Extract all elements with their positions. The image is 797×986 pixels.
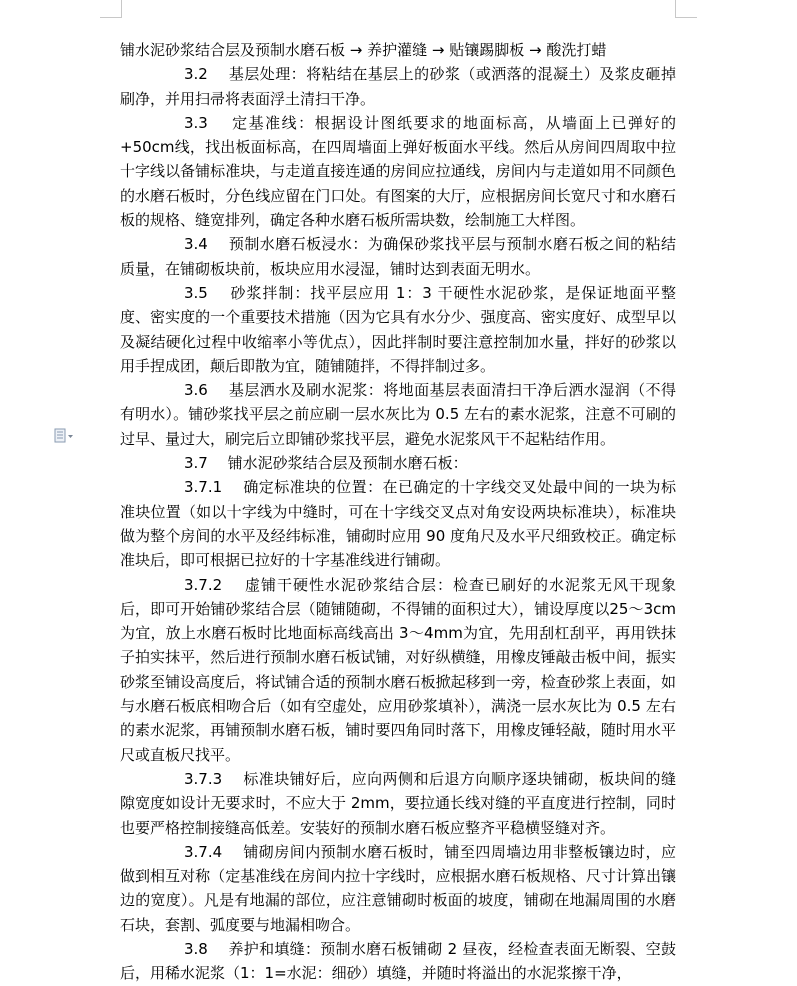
- paragraph-3-2: 3.2 基层处理：将粘结在基层上的砂浆（或洒落的混凝土）及浆皮砸掉刷净，并用扫帚将表面浮土清扫干净。: [120, 65, 676, 108]
- paragraph-3-7-1: 3.7.1 确定标准块的位置：在已确定的十字线交叉处最中间的一块为标准块位置（如以十字线为中缝时，可在十字线交叉点对角安设两块标准块），标准块做为整个房间的水平及经纬标准，铺砌时应用 90 度角尺及水平尺细致校正。确定标准块后，即可根据已拉好的十字基准线进行铺砌。: [120, 478, 676, 570]
- page-corner-mark-right-horizontal: [675, 17, 697, 18]
- paragraph-options-icon[interactable]: [54, 428, 76, 444]
- paragraph-3-7: 3.7 铺水泥砂浆结合层及预制水磨石板：: [184, 454, 468, 473]
- page-corner-mark-left-vertical: [121, 0, 122, 18]
- document-body: [120, 38, 676, 986]
- paragraph-3-6: 3.6 基层洒水及刷水泥浆：将地面基层表面清扫干净后洒水湿润（不得有明水）。铺砂浆找平层之前应刷一层水灰比为 0.5 左右的素水泥浆，注意不可刷的过早、量过大，刷完后立即铺砂浆找平层，避免水泥浆风干不起粘结作用。: [120, 381, 676, 448]
- paragraph-3-7-3: 3.7.3 标准块铺好后，应向两侧和后退方向顺序逐块铺砌，板块间的缝隙宽度如设计无要求时，不应大于 2mm，要拉通长线对缝的平直度进行控制，同时也要严格控制接缝高低差。安装好的预制水磨石板应整齐平稳横竖缝对齐。: [120, 769, 676, 837]
- paragraph-3-4: 3.4 预制水磨石板浸水：为确保砂浆找平层与预制水磨石板之间的粘结质量，在铺砌板块前，板块应用水浸湿，铺时达到表面无明水。: [120, 235, 676, 278]
- paragraph-flow: 铺水泥砂浆结合层及预制水磨石板 → 养护灌缝 → 贴镶踢脚板 → 酸洗打蜡: [120, 41, 607, 59]
- paragraph-3-3: 3.3 定基准线：根据设计图纸要求的地面标高，从墙面上已弹好的+50cm线，找出板面标高，在四周墙面上弹好板面水平线。然后从房间四周取中拉十字线以备铺标准块，与走道直接连通的房间应拉通线，房间内与走道如用不同颜色的水磨石板时，分色线应留在门口处。有图案的大厅，应根据房间长宽尺寸和水磨石板的规格、缝宽排列，确定各种水磨石板所需块数，绘制施工大样图。: [120, 113, 676, 230]
- page-corner-mark-right-vertical: [675, 0, 676, 18]
- paragraph-3-5: 3.5 砂浆拌制：找平层应用 1：3 干硬性水泥砂浆，是保证地面平整度、密实度的一个重要技术措施（因为它具有水分少、强度高、密实度好、成型早以及凝结硬化过程中收缩率小等优点），因此拌制时要注意控制加水量，拌好的砂浆以用手捏成团，颠后即散为宜，随铺随拌，不得拌制过多。: [120, 283, 676, 375]
- page-corner-mark-left-horizontal: [100, 17, 122, 18]
- paragraph-3-7-4: 3.7.4 铺砌房间内预制水磨石板时，铺至四周墙边用非整板镶边时，应做到相互对称（定基准线在房间内拉十字线时，应根据水磨石板规格、尺寸计算出镶边的宽度）。凡是有地漏的部位，应注意铺砌时板面的坡度，铺砌在地漏周围的水磨石块，套割、弧度要与地漏相吻合。: [120, 842, 676, 934]
- paragraph-3-8: 3.8 养护和填缝：预制水磨石板铺砌 2 昼夜，经检查表面无断裂、空鼓后，用稀水泥浆（1：1=水泥：细砂）填缝，并随时将溢出的水泥浆擦干净，: [120, 939, 676, 983]
- paragraph-3-7-2: 3.7.2 虚铺干硬性水泥砂浆结合层：检查已刷好的水泥浆无风干现象后，即可开始铺砂浆结合层（随铺随砌，不得铺的面积过大），铺设厚度以25～3cm为宜，放上水磨石板时比地面标高线高出 3～4mm为宜，先用刮杠刮平，再用铁抹子拍实抹平，然后进行预制水磨石板试铺，对好纵横缝，用橡皮锤敲击板中间，振实砂浆至铺设高度后，将试铺合适的预制水磨石板掀起移到一旁，检查砂浆上表面，如与水磨石板底相吻合后（如有空虚处，应用砂浆填补），满浇一层水灰比为 0.5 左右的素水泥浆，再铺预制水磨石板，铺时要四角同时落下，用橡皮锤轻敲，随时用水平尺或直板尺找平。: [120, 575, 676, 764]
